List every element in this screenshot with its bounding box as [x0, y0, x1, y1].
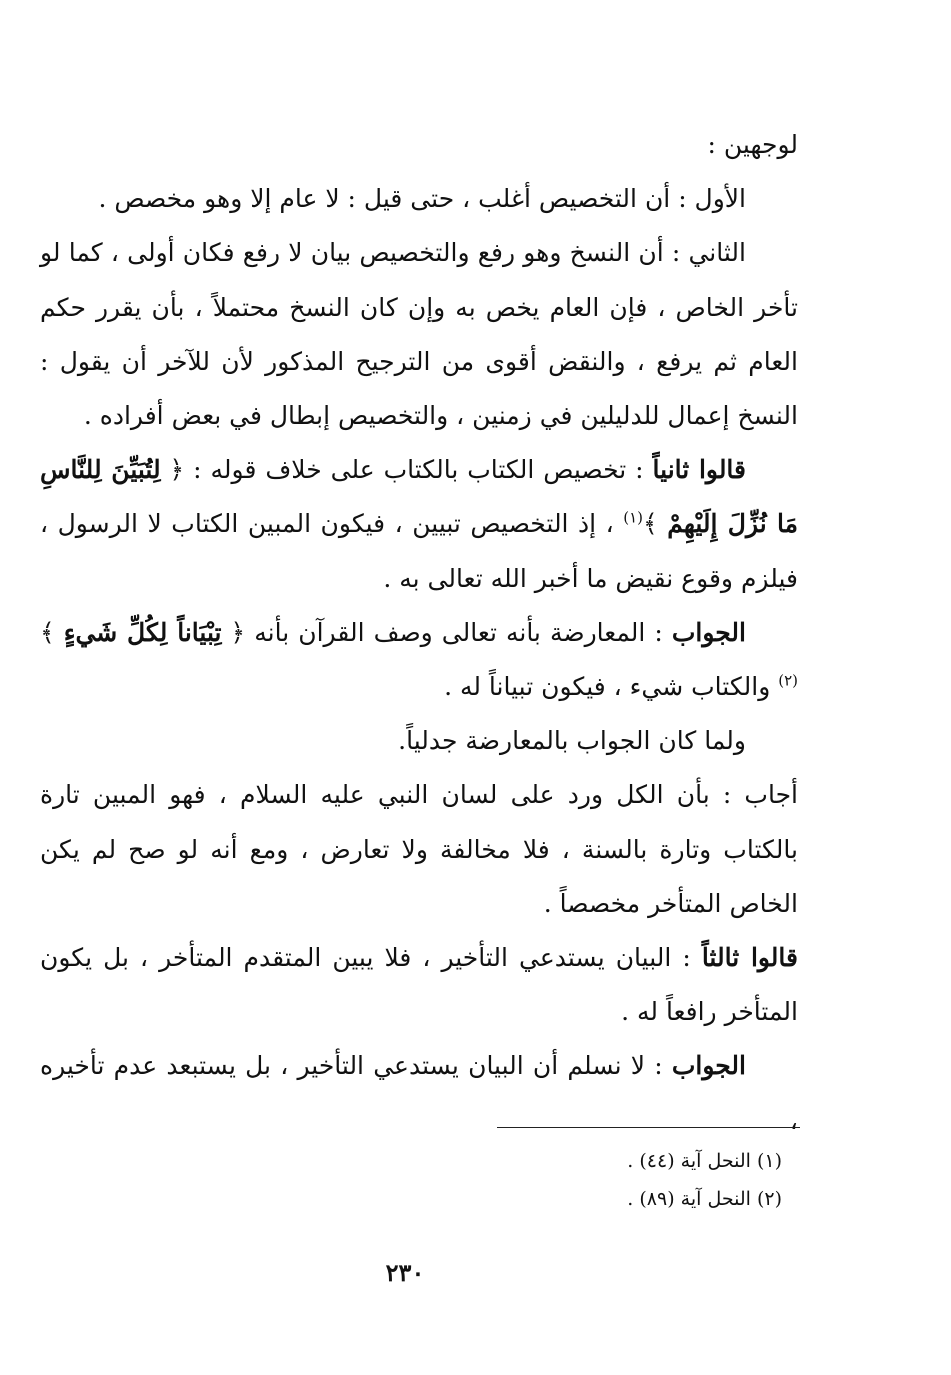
answer-text-rest: والكتاب شيء ، فيكون تبياناً له . [444, 672, 779, 702]
paragraph-objection-two [40, 443, 798, 606]
paragraph-reply: أجاب : بأن الكل ورد على لسان النبي عليه السلام ، فهو المبين تارة بالكتاب وتارة بالسنة ، فلا مخالفة ولا تعارض ، ومع أنه لو صح لم يكن الخاص المتأخر مخصصاً . [40, 780, 798, 918]
paragraph-objection-three [40, 931, 798, 1039]
page-number: ٢٣٠ [385, 1258, 425, 1287]
footnote-2: (٢) النحل آية (٨٩) . [627, 1188, 782, 1210]
objection-text: : البيان يستدعي التأخير ، فلا يبين المتقدم المتأخر ، بل يكون المتأخر رافعاً له . [40, 943, 798, 1027]
verse-close-bracket: ﴾ [643, 509, 668, 539]
footnote-marker: (١) [623, 509, 644, 528]
objection-text-intro: : تخصيص الكتاب بالكتاب على خلاف قوله : ﴿ [160, 455, 653, 485]
paragraph-first-reason: الأول : أن التخصيص أغلب ، حتى قيل : لا عام إلا وهو مخصص . [98, 184, 746, 214]
quran-verse: لِتُبَيِّنَ لِلنَّاسِ مَا نُزِّلَ إِلَيْهِمْ [40, 455, 798, 539]
answer-text-intro: : المعارضة بأنه تعالى وصف القرآن بأنه ﴿ [221, 617, 672, 647]
footnote-marker: (٢) [778, 671, 798, 690]
paragraph-answer-two [40, 606, 798, 714]
objection-label: قالوا ثانياً [652, 455, 746, 485]
objection-text-rest: ، إذ التخصيص تبيين ، فيكون المبين الكتاب لا الرسول ، فيلزم وقوع نقيض ما أخبر الله تعالى به . [40, 509, 798, 593]
quran-verse: تِبْيَاناً لِكُلِّ شَيءٍ [63, 617, 222, 647]
verse-close-bracket: ﴾ [40, 617, 64, 647]
objection-label: قالوا ثالثاً [701, 943, 798, 973]
answer-text: : لا نسلم أن البيان يستدعي التأخير ، بل يستبعد عدم تأخيره ، [40, 1051, 798, 1135]
footnote-1: (١) النحل آية (٤٤) . [627, 1150, 782, 1172]
answer-label: الجواب [671, 617, 746, 647]
paragraph-dialectic: ولما كان الجواب بالمعارضة جدلياً. [398, 726, 746, 756]
paragraph-answer-three [40, 1039, 798, 1147]
main-text [40, 118, 798, 1148]
footnote-separator [497, 1127, 800, 1128]
paragraph-second-reason: الثاني : أن النسخ وهو رفع والتخصيص بيان لا رفع فكان أولى ، كما لو تأخر الخاص ، فإن العام يخص به وإن كان النسخ محتملاً ، بأن يقرر حكم العام ثم يرفع ، والنقض أقوى من الترجيح المذكور لأن للآخر أن يقول : النسخ إعمال للدليلين في زمنين ، والتخصيص إبطال في بعض أفراده . [40, 238, 798, 431]
footnotes [400, 1142, 782, 1218]
answer-label: الجواب [671, 1051, 746, 1081]
intro-line: لوجهين : [707, 130, 798, 159]
